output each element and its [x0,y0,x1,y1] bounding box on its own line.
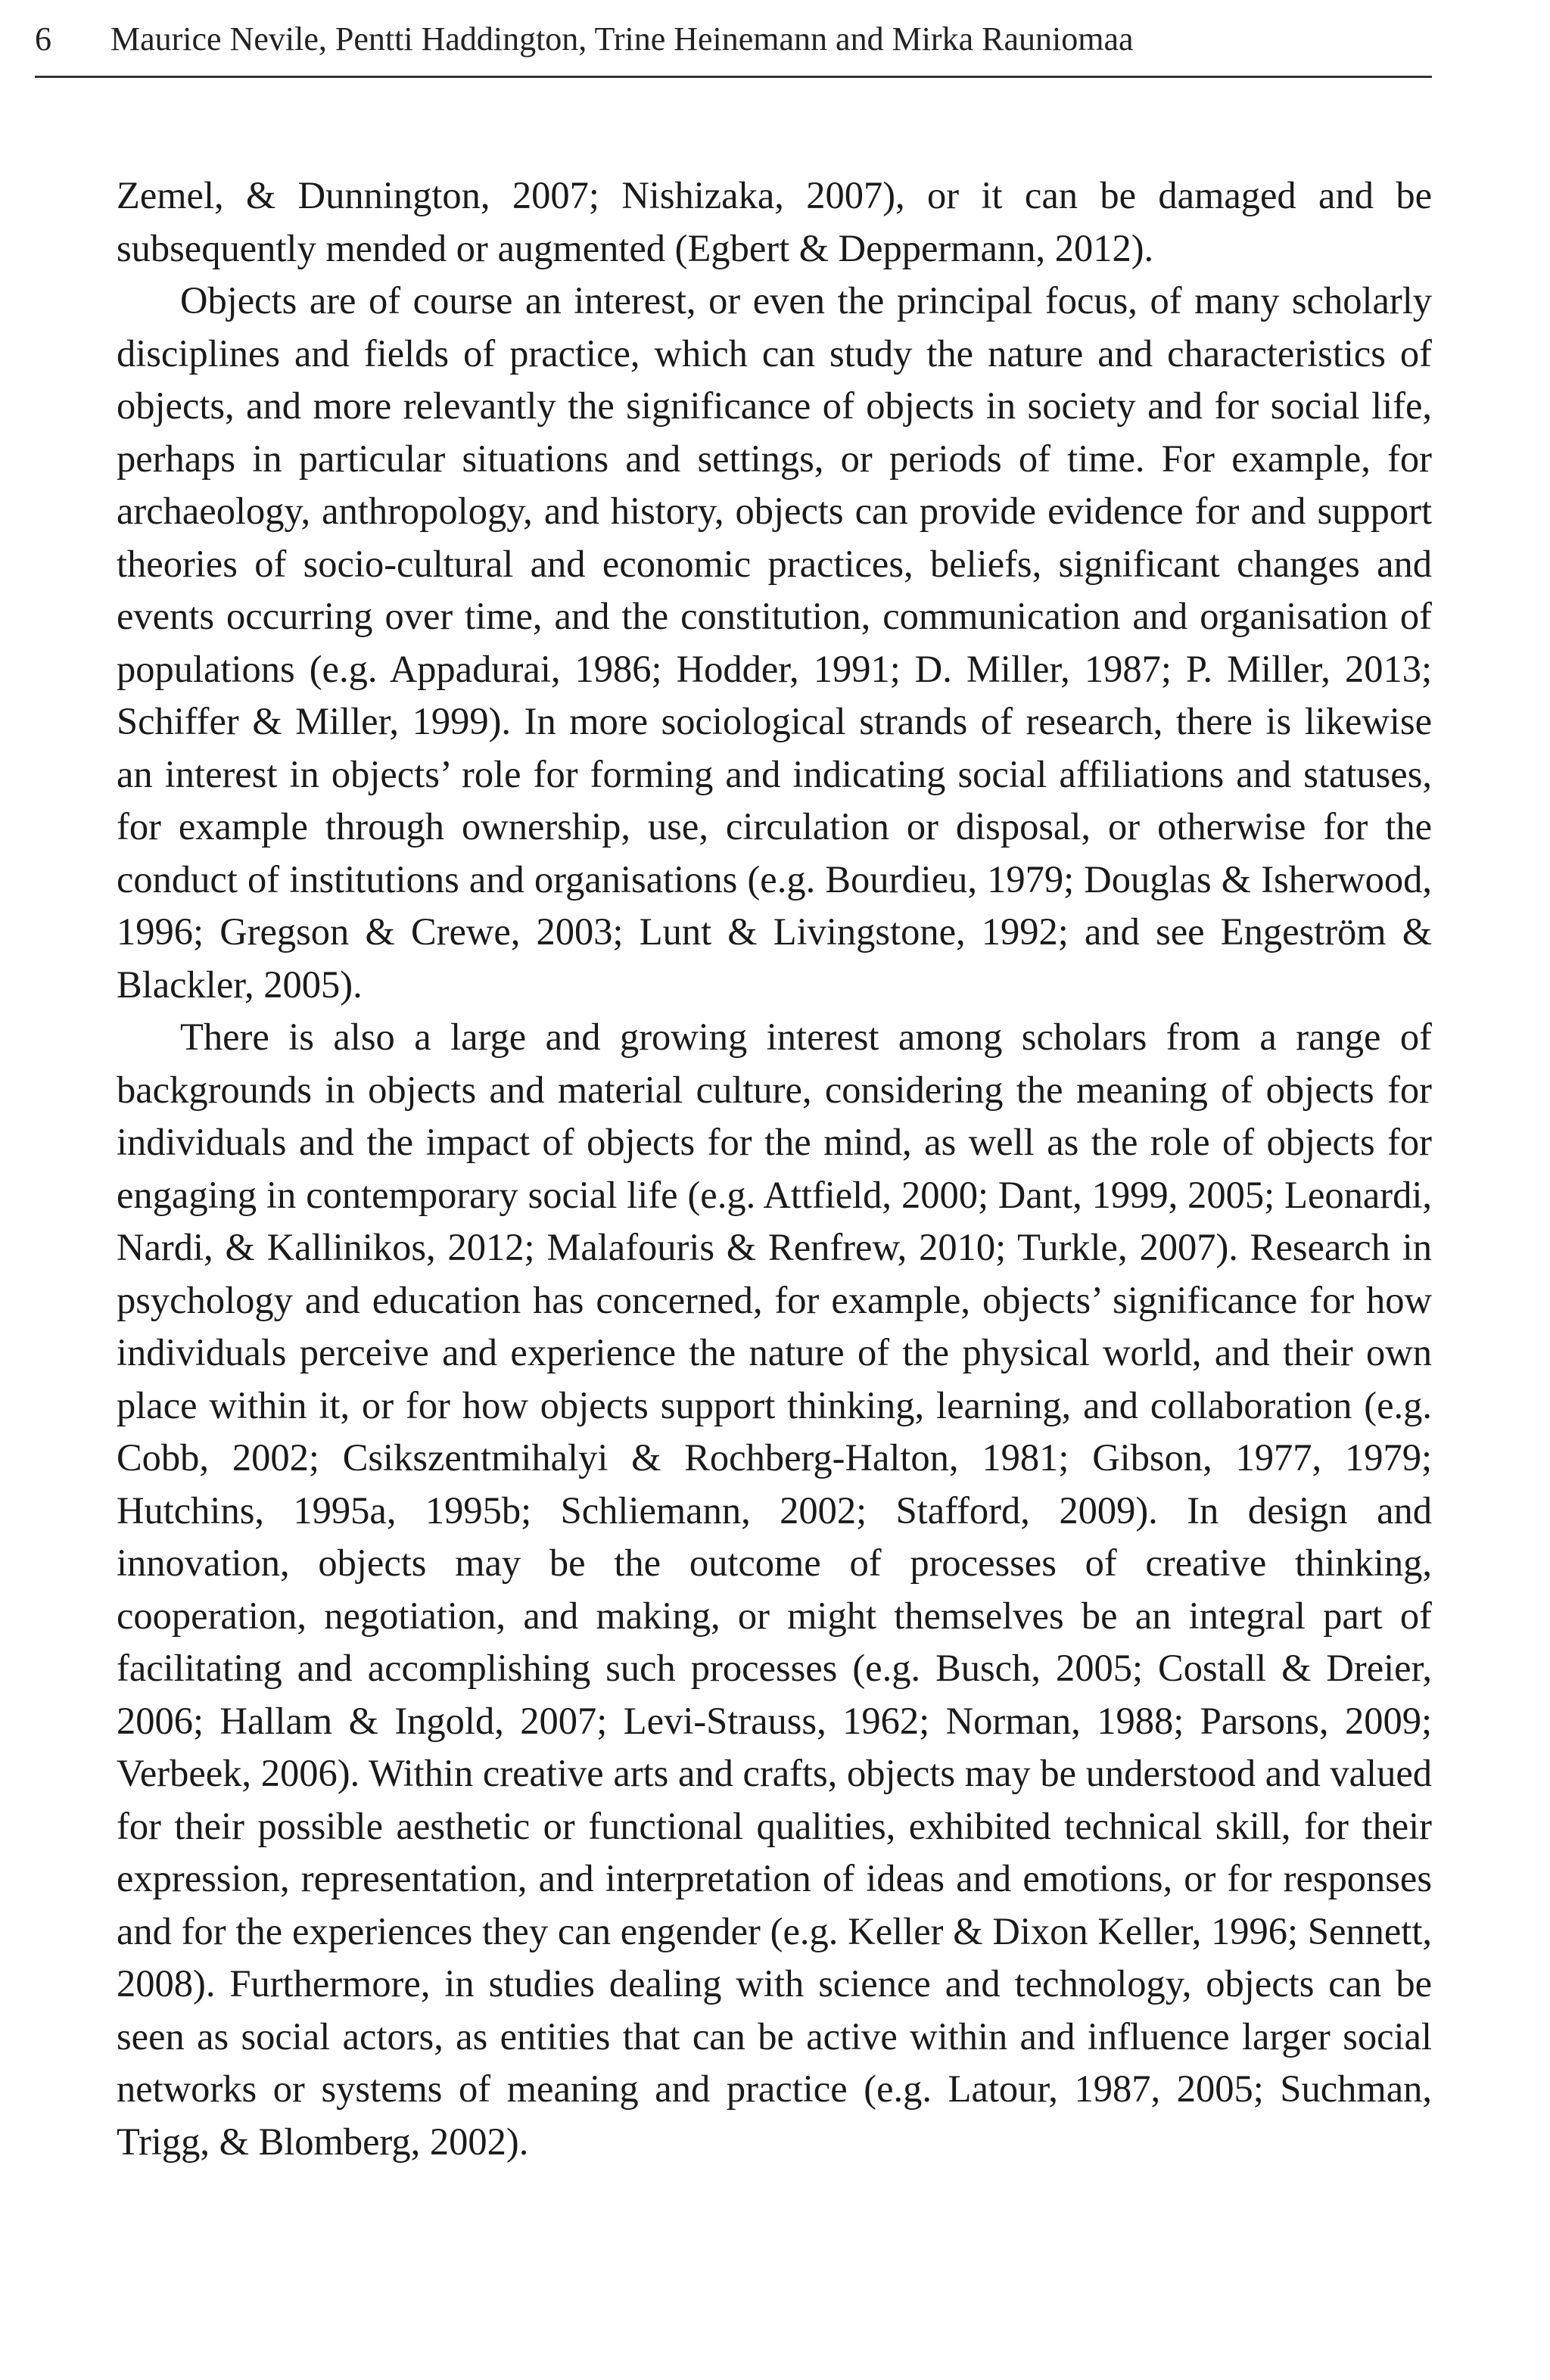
paragraph-continued: Zemel, & Dunnington, 2007; Nishizaka, 2007), or it can be damaged and be subsequently mended or augmented (Egbert & Deppermann, 2012). [117,174,1432,269]
paragraph: Objects are of course an interest, or even the principal focus, of many scholarly disciplines and fields of practice, which can study the nature and characteristics of objects, and more relevantly the significance of objects in society and for social life, perhaps in particular situations and settings, or periods of time. For example, for archaeology, anthropology, and history, objects can provide evidence for and support theories of socio-cultural and economic practices, beliefs, significant changes and events occurring over time, and the constitution, communication and organisation of populations (e.g. Appadurai, 1986; Hodder, 1991; D. Miller, 1987; P. Miller, 2013; Schiffer & Miller, 1999). In more sociological strands of research, there is likewise an interest in objects’ role for forming and indicating social affiliations and statuses, for example through ownership, use, circulation or disposal, or otherwise for the conduct of institutions and organisations (e.g. Bourdieu, 1979; Douglas & Isherwood, 1996; Gregson & Crewe, 2003; Lunt & Livingstone, 1992; and see Engeström & Blackler, 2005). [117,279,1432,1006]
running-head-authors: Maurice Nevile, Pentti Haddington, Trine Heinemann and Mirka Rauniomaa [110,20,1134,58]
header-rule [35,76,1432,78]
running-head [35,17,1432,62]
paragraph: There is also a large and growing interest among scholars from a range of backgrounds in objects and material culture, considering the meaning of objects for individuals and the impact of objects for the mind, as well as the role of objects for engaging in contemporary social life (e.g. Attfield, 2000; Dant, 1999, 2005; Leonardi, Nardi, & Kallinikos, 2012; Malafouris & Renfrew, 2010; Turkle, 2007). Research in psychology and education has concerned, for example, objects’ significance for how individuals perceive and experience the nature of the physical world, and their own place within it, or for how objects support thinking, learning, and collaboration (e.g. Cobb, 2002; Csikszentmihalyi & Rochberg-Halton, 1981; Gibson, 1977, 1979; Hutchins, 1995a, 1995b; Schliemann, 2002; Stafford, 2009). In design and innovation, objects may be the outcome of processes of creative thinking, cooperation, negotiation, and making, or might themselves be an integral part of facilitating and accomplishing such processes (e.g. Busch, 2005; Costall & Dreier, 2006; Hallam & Ingold, 2007; Levi-Strauss, 1962; Norman, 1988; Parsons, 2009; Verbeek, 2006). Within creative arts and crafts, objects may be understood and valued for their possible aesthetic or functional qualities, exhibited technical skill, for their expression, representation, and interpretation of ideas and emotions, or for responses and for the experiences they can engender (e.g. Keller & Dixon Keller, 1996; Sennett, 2008). Furthermore, in studies dealing with science and technology, objects can be seen as social actors, as entities that can be active within and influence larger social networks or systems of meaning and practice (e.g. Latour, 1987, 2005; Suchman, Trigg, & Blomberg, 2002). [117,1016,1432,2163]
page-number: 6 [35,20,51,58]
body-text [117,170,1432,2168]
